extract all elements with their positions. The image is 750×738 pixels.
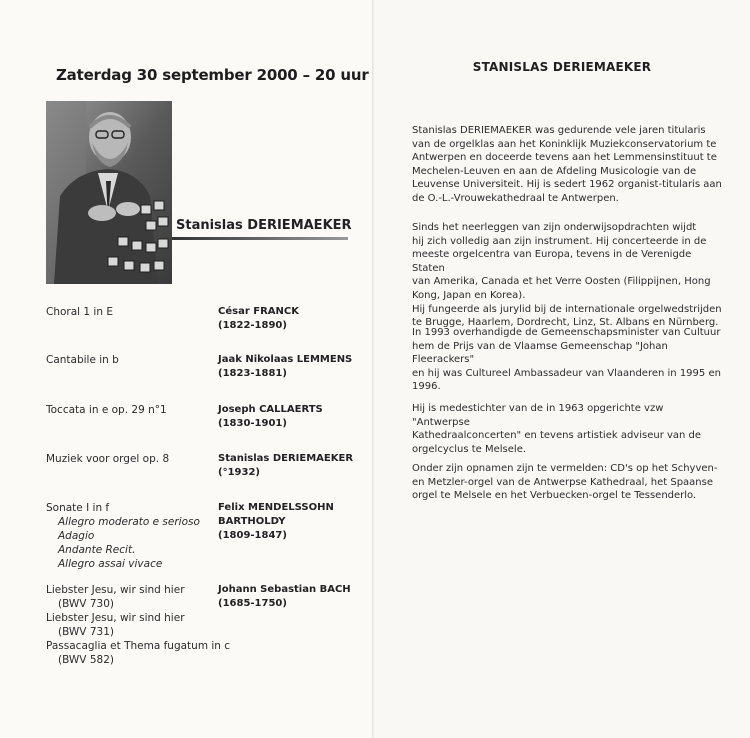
program-composer bbox=[218, 583, 368, 611]
biography-paragraph bbox=[412, 221, 722, 330]
piece-title: Passacaglia et Thema fugatum in c bbox=[46, 640, 231, 652]
composer-dates: (1822-1890) bbox=[218, 320, 287, 331]
piece-title: Liebster Jesu, wir sind hier bbox=[46, 612, 185, 624]
biography-paragraph bbox=[412, 124, 722, 206]
composer-name: Felix MENDELSSOHN bbox=[218, 502, 334, 513]
performer-name: Stanislas DERIEMAEKER bbox=[176, 218, 352, 233]
bio-line: Antwerpen en doceerde tevens aan het Lemmensinstituut te bbox=[412, 152, 717, 164]
program-composer bbox=[218, 501, 368, 543]
bio-line: de O.-L.-Vrouwekathedraal te Antwerpen. bbox=[412, 192, 619, 204]
piece-title: Toccata in e op. 29 n°1 bbox=[46, 404, 167, 416]
bio-line: en Metzler-orgel van de Antwerpse Kathedraal, het Spaanse bbox=[412, 476, 714, 488]
program-composer bbox=[218, 403, 368, 431]
composer-name: Stanislas DERIEMAEKER bbox=[218, 453, 354, 464]
bio-line: en hij was Cultureel Ambassadeur van Vlaanderen in 1995 en bbox=[412, 367, 721, 379]
bio-line: te Brugge, Haarlem, Dordrecht, Linz, St. Albans en Nürnberg. bbox=[412, 317, 719, 329]
piece-catalog: (BWV 731) bbox=[58, 626, 114, 638]
composer-name: Johann Sebastian BACH bbox=[218, 584, 351, 595]
bio-line: Hij is medestichter van de in 1963 opgerichte vzw "Antwerpse bbox=[412, 403, 664, 428]
program-item bbox=[46, 452, 366, 478]
performer-photo-image bbox=[46, 101, 172, 284]
composer-dates: (°1932) bbox=[218, 467, 260, 478]
program-item bbox=[46, 403, 366, 429]
piece-catalog: (BWV 582) bbox=[58, 654, 114, 666]
composer-dates: (1823-1881) bbox=[218, 368, 287, 379]
bio-line: van de orgelklas aan het Koninklijk Muziekconservatorium te bbox=[412, 138, 717, 150]
piece-title: Cantabile in b bbox=[46, 354, 119, 366]
performer-name-underline bbox=[172, 237, 348, 240]
bio-line: Kathedraalconcerten" en tevens artistiek adviseur van de bbox=[412, 430, 702, 442]
composer-name: Joseph CALLAERTS bbox=[218, 404, 323, 415]
bio-line: Stanislas DERIEMAEKER was gedurende vele jaren titularis bbox=[412, 125, 706, 136]
bio-line: orgelcyclus te Melsele. bbox=[412, 443, 527, 455]
biography-title: STANISLAS DERIEMAEKER bbox=[472, 60, 652, 74]
program-composer bbox=[218, 452, 368, 480]
performer-photo bbox=[46, 101, 172, 284]
bio-line: In 1993 overhandigde de Gemeenschapsminister van Cultuur bbox=[412, 327, 721, 338]
biography-paragraph bbox=[412, 402, 722, 456]
composer-name: César FRANCK bbox=[218, 306, 299, 317]
composer-name: BARTHOLDY bbox=[218, 516, 286, 527]
bio-line: Sinds het neerleggen van zijn onderwijsopdrachten wijdt bbox=[412, 222, 697, 233]
bio-line: van Amerika, Canada et het Verre Oosten (Filippijnen, Hong bbox=[412, 276, 711, 288]
bio-line: Hij fungeerde als jurylid bij de internationale orgelwedstrijden bbox=[412, 303, 722, 315]
biography-paragraph bbox=[412, 462, 722, 503]
left-page bbox=[0, 0, 372, 738]
movement: Allegro moderato e serioso bbox=[58, 516, 200, 528]
piece-title: Sonate I in f bbox=[46, 502, 110, 514]
movement: Andante Recit. bbox=[58, 544, 136, 556]
right-page bbox=[374, 0, 750, 738]
concert-date-title: Zaterdag 30 september 2000 – 20 uur bbox=[56, 66, 369, 84]
piece-catalog: (BWV 730) bbox=[58, 598, 114, 610]
bio-line: hij zich volledig aan zijn instrument. Hij concerteerde in de bbox=[412, 235, 707, 247]
bio-line: 1996. bbox=[412, 381, 441, 393]
composer-dates: (1685-1750) bbox=[218, 598, 287, 609]
program-item bbox=[46, 501, 366, 571]
movement: Adagio bbox=[58, 530, 95, 542]
composer-dates: (1830-1901) bbox=[218, 418, 287, 429]
program-item bbox=[46, 353, 366, 379]
piece-title: Choral 1 in E bbox=[46, 306, 113, 318]
bio-line: Leuvense Universiteit. Hij is sedert 1962 organist-titularis aan bbox=[412, 179, 722, 191]
program-composer bbox=[218, 353, 368, 381]
bio-line: Mechelen-Leuven en aan de Afdeling Musicologie van de bbox=[412, 165, 697, 177]
program-item bbox=[46, 305, 366, 331]
composer-dates: (1809-1847) bbox=[218, 530, 287, 541]
bio-line: Kong, Japan en Korea). bbox=[412, 289, 526, 301]
bio-line: orgel te Melsele en het Verbuecken-orgel te Tessenderlo. bbox=[412, 490, 697, 502]
bio-line: hem de Prijs van de Vlaamse Gemeenschap "Johan Fleerackers" bbox=[412, 340, 668, 366]
movement: Allegro assai vivace bbox=[58, 558, 163, 570]
bio-line: Onder zijn opnamen zijn te vermelden: CD's op het Schyven- bbox=[412, 463, 718, 474]
composer-name: Jaak Nikolaas LEMMENS bbox=[218, 354, 353, 365]
piece-title: Muziek voor orgel op. 8 bbox=[46, 453, 170, 465]
piece-title: Liebster Jesu, wir sind hier bbox=[46, 584, 185, 596]
bio-line: meeste orgelcentra van Europa, tevens in de Verenigde Staten bbox=[412, 249, 692, 274]
program-item bbox=[46, 583, 366, 667]
biography-paragraph bbox=[412, 326, 722, 394]
program-composer bbox=[218, 305, 368, 333]
